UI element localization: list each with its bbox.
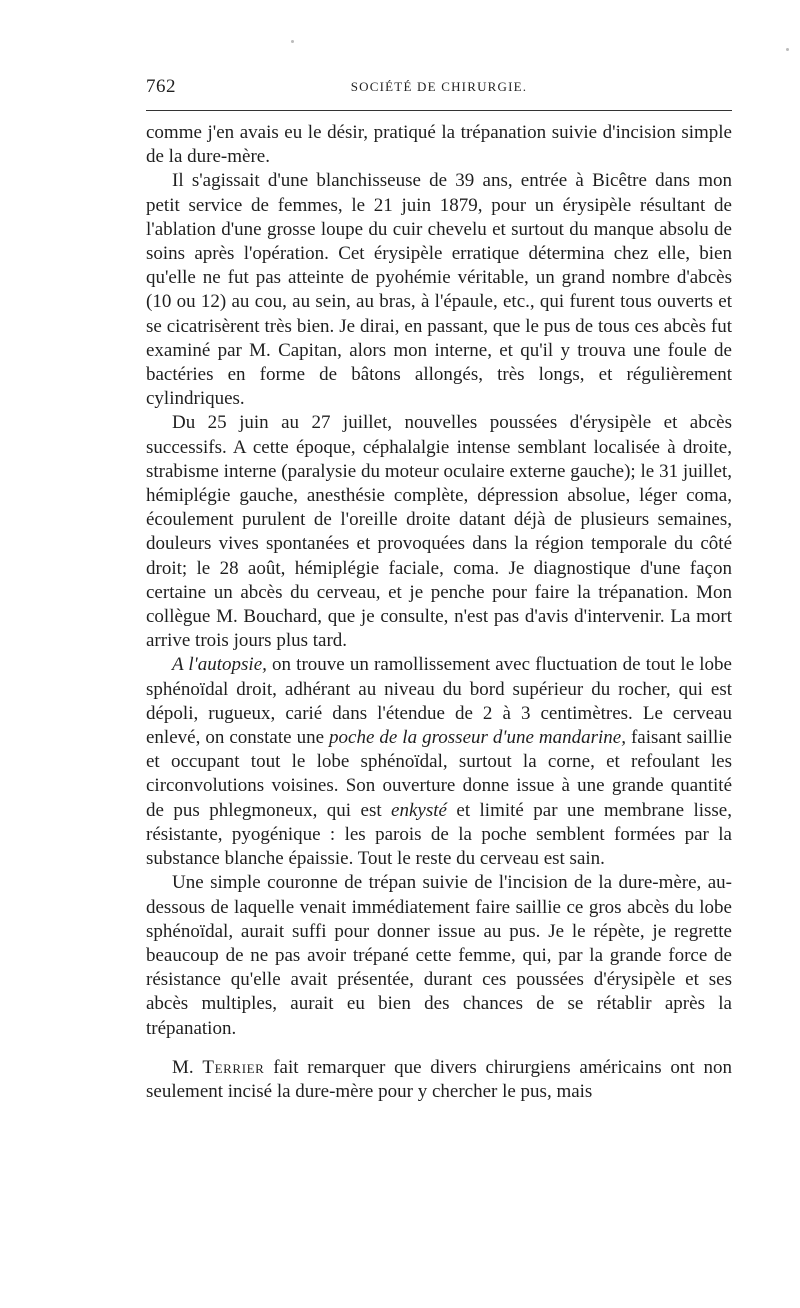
paragraph-4-text-a: on trouve un ramollissement avec fluctuation de tout le lobe sphénoïdal droit, adhérant au niveau du bord supérieur du rocher, qui est dépoli, rugueux, carié dans l'étendue de 2 à 3 centimètres. Le cerveau enlevé, on constate une [146, 654, 732, 749]
italic-poche: poche de la grosseur d'une mandarine, [329, 727, 626, 749]
paragraph-2: Il s'agissait d'une blanchisseuse de 39 ans, entrée à Bicêtre dans mon petit service de femmes, le 21 juin 1879, pour un érysipèle résultant de l'ablation d'une grosse loupe du cuir chevelu et surtout du manque absolu de soins après l'opération. Cet érysipèle erratique détermina chez elle, bien qu'elle ne fut pas atteinte de pyohémie véritable, un grand nombre d'abcès (10 ou 12) au cou, au sein, au bras, à l'épaule, etc., qui furent tous ouverts et se cicatrisèrent très bien. Je dirai, en passant, que le pus de tous ces abcès fut examiné par M. Capitan, alors mon interne, et qu'il y trouva une foule de bactéries en forme de bâtons allongés, très longs, et régulièrement cylindriques. [146, 170, 732, 410]
paragraph-4 [146, 653, 732, 871]
paragraph-6 [146, 1056, 732, 1104]
italic-enkyste: enkysté [391, 799, 447, 821]
paragraph-6-text: fait remarquer que divers chirurgiens américains ont non seulement incisé la dure-mère pour y chercher le pus, mais [146, 1056, 732, 1102]
paragraph-5: Une simple couronne de trépan suivie de l'incision de la dure-mère, au-dessous de laquelle venait immédiatement faire saillie ce gros abcès du lobe sphénoïdal, aurait suffi pour donner issue au pus. Je le répète, je regrette beaucoup de ne pas avoir trépané cette femme, qui, par la grande force de résistance qu'elle avait présentée, durant ces poussées d'érysipèle et ses abcès multiples, aurait eu bien des chances de se rétablir après la trépanation. [146, 872, 732, 1039]
paragraph-4-text-b: faisant saillie et occupant tout le lobe sphénoïdal, surtout la corne, et refoulant les circonvolutions voisines. Son ouverture donne issue à une grande quantité de pus phlegmoneux, qui est [146, 727, 732, 821]
header-rule [146, 110, 732, 111]
page-header [146, 76, 732, 100]
paragraph-1: comme j'en avais eu le désir, pratiqué la trépanation suivie d'incision simple de la dure-mère. [146, 122, 732, 168]
scan-speck [291, 40, 294, 43]
body-text [146, 121, 732, 1104]
running-title: SOCIÉTÉ DE CHIRURGIE. [350, 79, 528, 94]
paragraph-3: Du 25 juin au 27 juillet, nouvelles poussées d'érysipèle et abcès successifs. A cette époque, céphalalgie intense semblant localisée à droite, strabisme interne (paralysie du moteur oculaire externe gauche); le 31 juillet, hémiplégie gauche, anesthésie complète, dépression absolue, léger coma, écoulement purulent de l'oreille droite datant déjà de plusieurs semaines, douleurs vives spontanées et provoquées dans la région temporale du côté droit; le 28 août, hémiplégie faciale, coma. Je diagnostique d'une façon certaine un abcès du cerveau, et je penche pour faire la trépanation. Mon collègue M. Bouchard, que je consulte, n'est pas d'avis d'intervenir. La mort arrive trois jours plus tard. [146, 412, 732, 652]
speaker-name: Terrier [202, 1056, 265, 1078]
paragraph-6-lead: M. [172, 1056, 203, 1078]
paragraph-4-text-c: et limité par une membrane lisse, résistante, pyogénique : les parois de la poche semblent formées par la substance blanche épaissie. Tout le reste du cerveau est sain. [146, 799, 732, 870]
page-number: 762 [146, 76, 176, 97]
scan-speck [786, 48, 789, 51]
italic-autopsie: A l'autopsie, [172, 654, 267, 676]
